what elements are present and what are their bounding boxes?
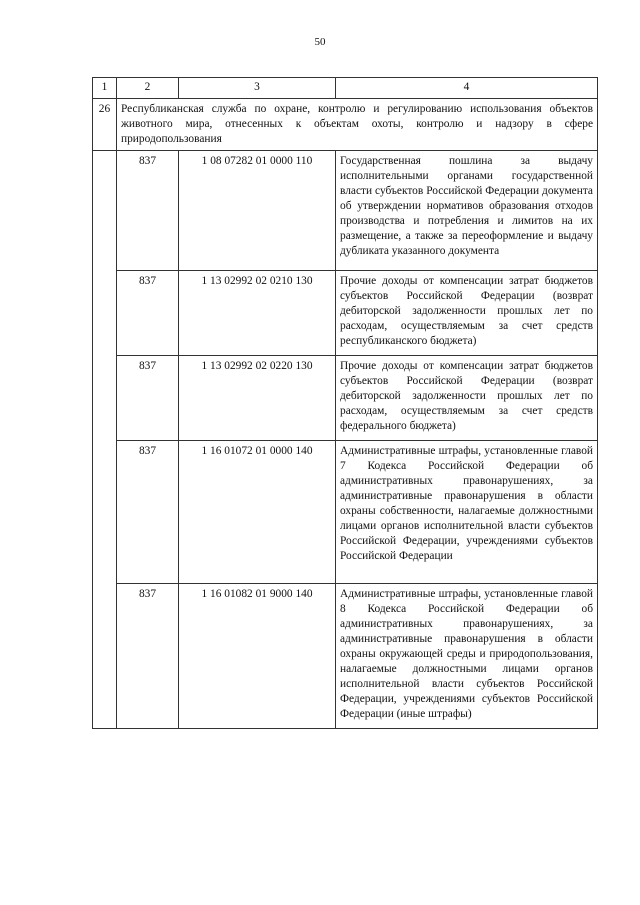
table-header-row: [93, 78, 598, 99]
revenue-description: Государственная пошлина за выдачу исполнительными органами государственной власти субъектов Российской Федерации документа об утверждении нормативов образования отходов производства и потребления и лимитов на их размещение, а также за переоформление и выдачу дубликата указанного документа: [336, 151, 598, 271]
revenue-code: 1 08 07282 01 0000 110: [179, 151, 336, 271]
admin-code: 837: [117, 441, 179, 584]
revenue-code: 1 16 01082 01 9000 140: [179, 584, 336, 729]
table-row: [93, 356, 598, 441]
column-header: 1: [93, 78, 117, 99]
revenue-description: Прочие доходы от компенсации затрат бюджетов субъектов Российской Федерации (возврат дебиторской задолженности прошлых лет по расходам, осуществляемым за счет средств федерального бюджета): [336, 356, 598, 441]
table-row: [93, 441, 598, 584]
revenue-description: Прочие доходы от компенсации затрат бюджетов субъектов Российской Федерации (возврат дебиторской задолженности прошлых лет по расходам, осуществляемым за счет средств республиканского бюджета): [336, 271, 598, 356]
revenue-description: Административные штрафы, установленные главой 7 Кодекса Российской Федерации об административных правонарушениях, за административные правонарушения в области охраны собственности, налагаемые должностными лицами органов исполнительной власти субъектов Российской Федерации, учреждениями субъектов Российской Федерации: [336, 441, 598, 584]
section-title: Республиканская служба по охране, контролю и регулированию использования объектов животного мира, отнесенных к объектам охоты, контролю и надзору в сфере природопользования: [117, 99, 598, 151]
admin-code: 837: [117, 271, 179, 356]
table-row: [93, 271, 598, 356]
empty-section-cell: [93, 151, 117, 729]
admin-code: 837: [117, 356, 179, 441]
admin-code: 837: [117, 151, 179, 271]
revenue-code: 1 16 01072 01 0000 140: [179, 441, 336, 584]
revenue-code: 1 13 02992 02 0210 130: [179, 271, 336, 356]
revenue-code: 1 13 02992 02 0220 130: [179, 356, 336, 441]
admin-code: 837: [117, 584, 179, 729]
column-header: 2: [117, 78, 179, 99]
budget-classification-table: [92, 77, 598, 729]
table-row: [93, 584, 598, 729]
section-row: [93, 99, 598, 151]
page-number: 50: [314, 36, 326, 48]
column-header: 3: [179, 78, 336, 99]
column-header: 4: [336, 78, 598, 99]
section-number: 26: [93, 99, 117, 151]
revenue-description: Административные штрафы, установленные главой 8 Кодекса Российской Федерации об административных правонарушениях, за административные правонарушения в области охраны окружающей среды и природопользования, налагаемые должностными лицами органов исполнительной власти субъектов Российской Федерации, учреждениями субъектов Российской Федерации (иные штрафы): [336, 584, 598, 729]
table-row: [93, 151, 598, 271]
